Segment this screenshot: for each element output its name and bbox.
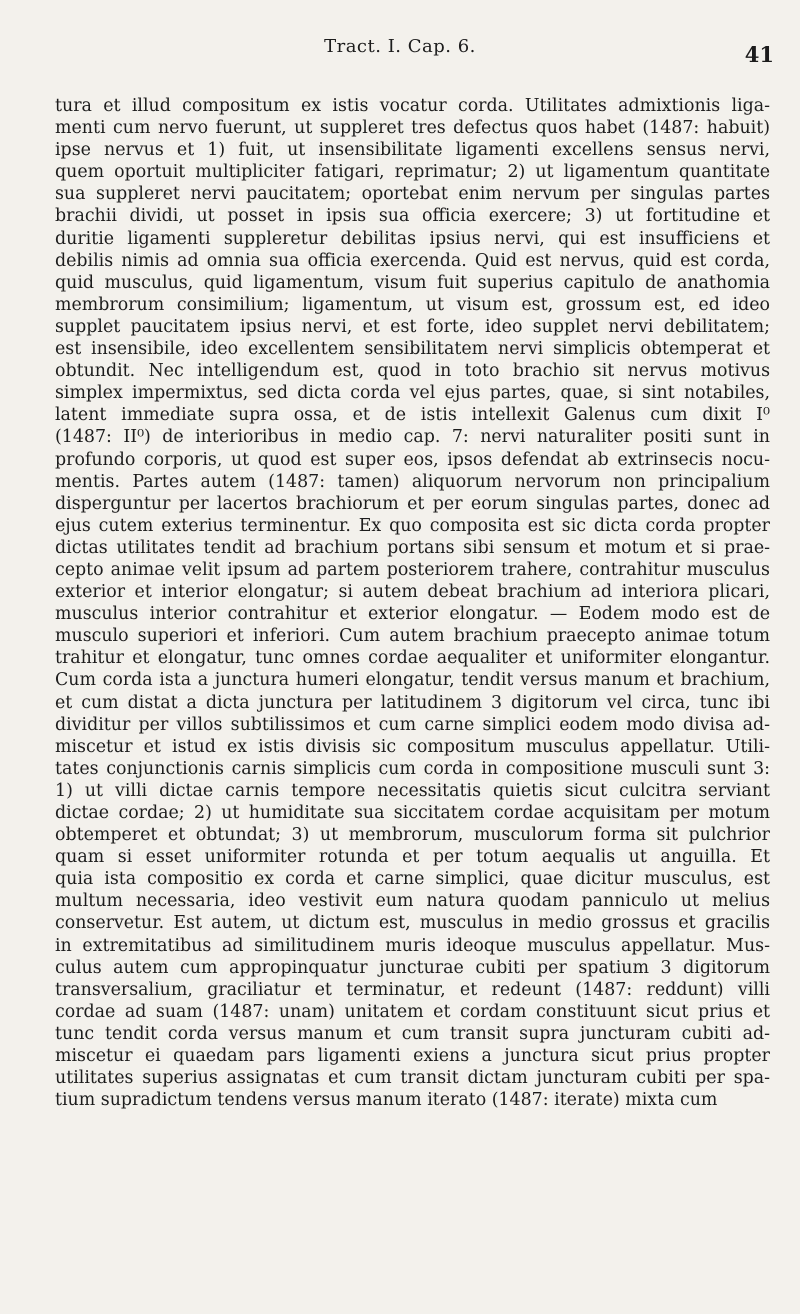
text-line: disperguntur per lacertos brachiorum et per eorum singulas partes, donec ad: [55, 493, 770, 514]
text-line: utilitates superius assignatas et cum transit dictam juncturam cubiti per spa-: [55, 1068, 770, 1089]
running-head: Tract. I. Cap. 6.: [324, 36, 476, 57]
text-line: simplex impermixtus, sed dicta corda vel ejus partes, quae, si sint notabiles,: [55, 383, 770, 404]
text-line: ejus cutem exterius terminentur. Ex quo composita est sic dicta corda propter: [55, 515, 770, 536]
page-number: 41: [744, 42, 774, 67]
text-line: supplet paucitatem ipsius nervi, et est forte, ideo supplet nervi debilitatem;: [55, 316, 770, 337]
text-line: et cum distat a dicta junctura per latitudinem 3 digitorum vel circa, tunc ibi: [55, 692, 770, 713]
text-line: ipse nervus et 1) fuit, ut insensibilitate ligamenti excellens sensus nervi,: [55, 140, 770, 161]
text-line: multum necessaria, ideo vestivit eum natura quodam panniculo ut melius: [55, 891, 770, 912]
body-text: [55, 95, 770, 1111]
text-line: quam si esset uniformiter rotunda et per totum aequalis ut anguilla. Et: [55, 847, 770, 868]
text-line: exterior et interior elongatur; si autem debeat brachium ad interiora plicari,: [55, 582, 770, 603]
text-line: dictas utilitates tendit ad brachium portans sibi sensum et motum et si prae-: [55, 537, 770, 558]
text-line: (1487: II⁰) de interioribus in medio cap. 7: nervi naturaliter positi sunt in: [55, 427, 770, 448]
text-line: duritie ligamenti suppleretur debilitas ipsius nervi, qui est insufficiens et: [55, 228, 770, 249]
text-line: musculus interior contrahitur et exterior elongatur. — Eodem modo est de: [55, 604, 770, 625]
text-line: quem oportuit multipliciter fatigari, reprimatur; 2) ut ligamentum quantitate: [55, 162, 770, 183]
text-line: Cum corda ista a junctura humeri elongatur, tendit versus manum et brachium,: [55, 670, 770, 691]
text-line: sua suppleret nervi paucitatem; oportebat enim nervum per singulas partes: [55, 184, 770, 205]
text-line: quid musculus, quid ligamentum, visum fuit superius capitulo de anathomia: [55, 272, 770, 293]
text-line: membrorum consimilium; ligamentum, ut visum est, grossum est, ed ideo: [55, 294, 770, 315]
text-line: musculo superiori et inferiori. Cum autem brachium praecepto animae totum: [55, 626, 770, 647]
text-line: brachii dividi, ut posset in ipsis sua officia exercere; 3) ut fortitudine et: [55, 206, 770, 227]
text-line: dividitur per villos subtilissimos et cum carne simplici eodem modo divisa ad-: [55, 714, 770, 735]
text-line: cepto animae velit ipsum ad partem posteriorem trahere, contrahitur musculus: [55, 559, 770, 580]
text-line: debilis nimis ad omnia sua officia exercenda. Quid est nervus, quid est corda,: [55, 250, 770, 271]
text-line: trahitur et elongatur, tunc omnes cordae aequaliter et uniformiter elongantur.: [55, 648, 770, 669]
text-line: miscetur ei quaedam pars ligamenti exiens a junctura sicut prius propter: [55, 1046, 770, 1067]
text-line: mentis. Partes autem (1487: tamen) aliquorum nervorum non principalium: [55, 471, 770, 492]
text-line: tium supradictum tendens versus manum iterato (1487: iterate) mixta cum: [55, 1090, 718, 1111]
page-header: [0, 36, 800, 76]
text-line: 1) ut villi dictae carnis tempore necessitatis quietis sicut culcitra serviant: [55, 780, 770, 801]
text-line: in extremitatibus ad similitudinem muris ideoque musculus appellatur. Mus-: [55, 935, 770, 956]
text-line: cordae ad suam (1487: unam) unitatem et cordam constituunt sicut prius et: [55, 1001, 770, 1022]
text-line: tates conjunctionis carnis simplicis cum corda in compositione musculi sunt 3:: [55, 758, 770, 779]
text-line: menti cum nervo fuerunt, ut suppleret tres defectus quos habet (1487: habuit): [55, 118, 770, 139]
text-line: dictae cordae; 2) ut humiditate sua siccitatem cordae acquisitam per motum: [55, 803, 770, 823]
text-line: latent immediate supra ossa, et de istis intellexit Galenus cum dixit I⁰: [55, 405, 770, 426]
text-line: conservetur. Est autem, ut dictum est, musculus in medio grossus et gracilis: [55, 913, 770, 934]
text-line: obtundit. Nec intelligendum est, quod in toto brachio sit nervus motivus: [55, 361, 770, 382]
text-line: tunc tendit corda versus manum et cum transit supra juncturam cubiti ad-: [55, 1023, 770, 1044]
text-line: transversalium, graciliatur et terminatur, et redeunt (1487: reddunt) villi: [55, 979, 770, 1000]
text-line: profundo corporis, ut quod est super eos, ipsos defendat ab extrinsecis nocu-: [55, 449, 770, 470]
text-line: miscetur et istud ex istis divisis sic compositum musculus appellatur. Utili-: [55, 736, 770, 757]
text-line: obtemperet et obtundat; 3) ut membrorum, musculorum forma sit pulchrior: [55, 825, 770, 846]
text-line: quia ista compositio ex corda et carne simplici, quae dicitur musculus, est: [55, 869, 770, 890]
text-line: tura et illud compositum ex istis vocatur corda. Utilitates admixtionis liga-: [55, 96, 770, 116]
text-line: culus autem cum appropinquatur juncturae cubiti per spatium 3 digitorum: [55, 957, 770, 978]
text-line: est insensibile, ideo excellentem sensibilitatem nervi simplicis obtemperat et: [55, 339, 770, 360]
